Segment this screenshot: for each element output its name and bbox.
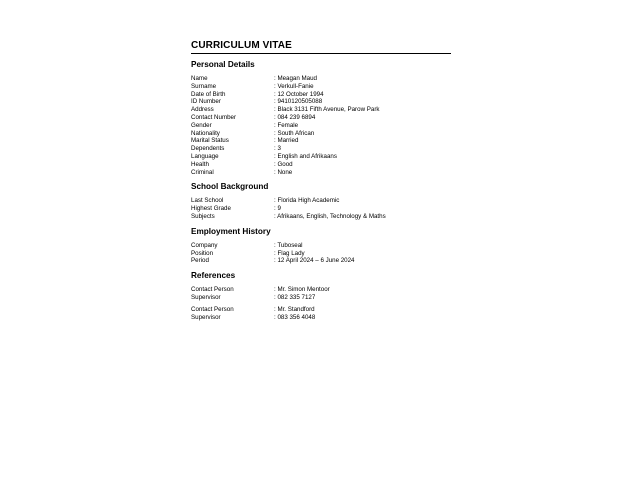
detail-row: [191, 314, 451, 322]
row-value: : 9410120505088: [274, 98, 323, 106]
row-label: Marital Status: [191, 137, 229, 145]
row-label: Name: [191, 75, 208, 82]
row-value: : 082 335 7127: [274, 293, 316, 301]
detail-row: [191, 294, 451, 302]
row-label: Surname: [191, 82, 217, 90]
row-value: : Tuboseal: [274, 241, 303, 249]
row-label: Gender: [191, 121, 212, 129]
row-value: : English and Afrikaans: [274, 152, 337, 160]
row-label: Address: [191, 106, 214, 114]
row-label: Health: [191, 160, 209, 168]
detail-row: [191, 306, 451, 314]
row-value: : 12 October 1994: [274, 90, 324, 98]
row-label: Contact Person: [191, 286, 234, 294]
row-value: : 3: [274, 145, 281, 153]
row-value: : Florida High Academic: [274, 197, 340, 205]
document-title: CURRICULUM VITAE: [191, 40, 451, 54]
row-value: : South African: [274, 129, 315, 137]
detail-row: [191, 130, 451, 138]
section-heading: School Background: [191, 182, 269, 192]
row-label: Company: [191, 241, 218, 249]
detail-row: [191, 83, 451, 91]
row-label: Dependents: [191, 145, 225, 153]
section-heading: Personal Details: [191, 60, 255, 69]
detail-row: [191, 242, 451, 250]
detail-row: [191, 75, 451, 83]
row-label: Criminal: [191, 168, 214, 176]
employment-history-section: [191, 227, 451, 265]
personal-details-section: [191, 60, 451, 176]
row-value: : Mr. Standford: [274, 305, 315, 313]
detail-row: [191, 257, 451, 265]
detail-row: [191, 169, 451, 177]
row-value: : Verkull-Fanie: [274, 82, 314, 90]
detail-row: [191, 122, 451, 130]
detail-row: [191, 161, 451, 169]
row-label: Contact Number: [191, 113, 237, 121]
row-value: : Meagan Maud: [274, 75, 317, 82]
row-value: : Female: [274, 121, 299, 129]
row-label: Highest Grade: [191, 205, 231, 213]
row-value: : Black 3131 Fifth Avenue, Parow Park: [274, 106, 380, 114]
row-value: : 12 April 2024 – 6 June 2024: [274, 257, 355, 265]
row-label: Subjects: [191, 212, 215, 220]
row-label: Period: [191, 257, 209, 265]
row-value: : 083 356 4048: [274, 313, 316, 321]
row-value: : None: [274, 168, 293, 176]
school-background-section: [191, 182, 451, 220]
row-label: ID Number: [191, 98, 221, 106]
detail-row: [191, 213, 451, 221]
row-value: : Mr. Simon Mentoor: [274, 286, 330, 294]
row-label: Nationality: [191, 129, 220, 137]
detail-row: [191, 145, 451, 153]
detail-row: [191, 137, 451, 145]
section-heading: Employment History: [191, 226, 271, 236]
cv-document: [191, 40, 451, 321]
section-heading: References: [191, 271, 236, 281]
row-value: : Flag Lady: [274, 249, 305, 257]
row-label: Date of Birth: [191, 90, 226, 98]
detail-row: [191, 153, 451, 161]
row-value: : Married: [274, 137, 299, 145]
references-section: [191, 271, 451, 321]
row-label: Last School: [191, 197, 224, 205]
row-label: Position: [191, 249, 214, 257]
detail-row: [191, 98, 451, 106]
row-value: : Good: [274, 160, 293, 168]
detail-row: [191, 286, 451, 294]
row-label: Language: [191, 152, 219, 160]
row-label: Contact Person: [191, 305, 234, 313]
detail-row: [191, 114, 451, 122]
detail-row: [191, 106, 451, 114]
detail-row: [191, 197, 451, 205]
row-value: : Afrikaans, English, Technology & Maths: [274, 212, 386, 220]
row-label: Supervisor: [191, 293, 221, 301]
detail-row: [191, 250, 451, 258]
row-label: Supervisor: [191, 313, 221, 321]
detail-row: [191, 205, 451, 213]
row-value: : 9: [274, 205, 281, 213]
detail-row: [191, 91, 451, 99]
row-value: : 084 239 6894: [274, 113, 316, 121]
